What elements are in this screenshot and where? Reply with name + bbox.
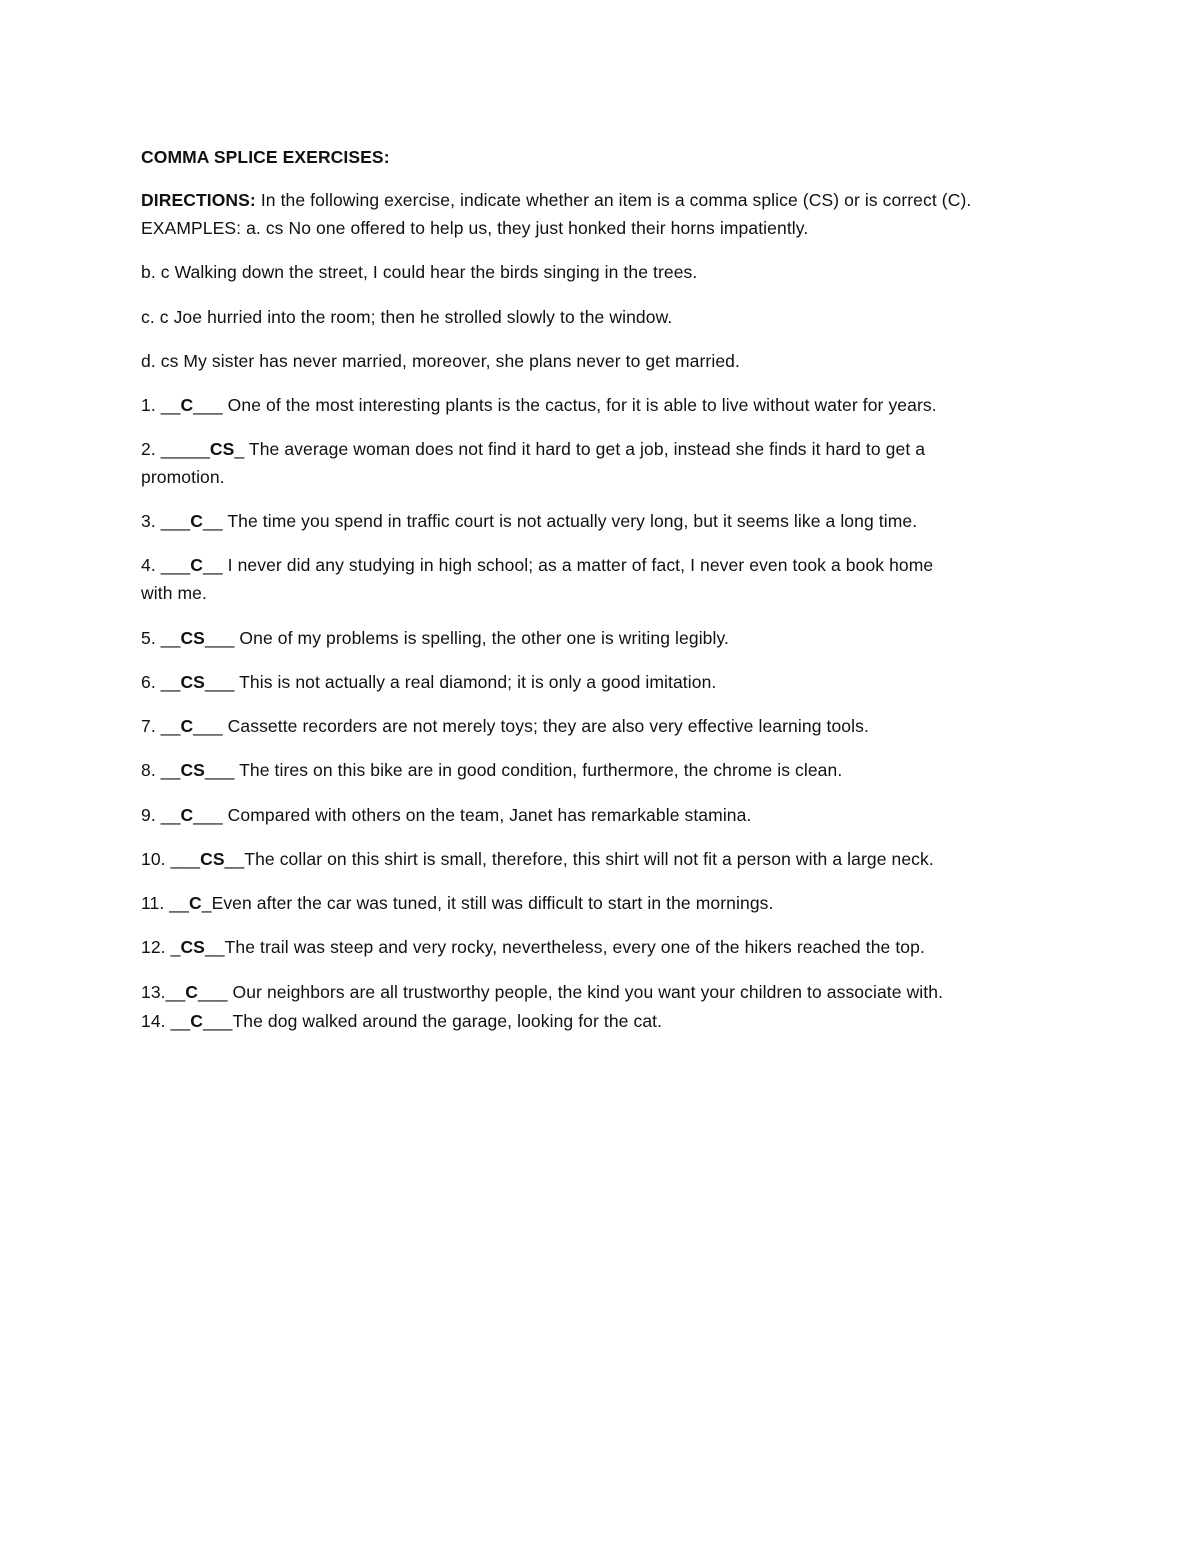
item-blank: ___ [203,1011,233,1031]
exercise-item-3 [141,507,1061,535]
item-answer: C [188,893,202,913]
exercise-item-12 [141,933,1061,961]
item-answer: CS [180,628,205,648]
item-text: The collar on this shirt is small, therefore, this shirt will not fit a person with a large neck. [244,849,934,869]
item-answer: C [180,805,194,825]
item-answer: C [190,555,204,575]
item-number: 4. ___ [141,555,191,575]
directions-text: In the following exercise, indicate whether an item is a comma splice (CS) or is correct (C). [255,190,972,210]
exercise-item-2 [141,435,1061,463]
exercise-item-4 [141,551,1061,579]
directions-label: DIRECTIONS: [141,190,256,210]
directions-paragraph [141,186,1061,214]
item-text: One of the most interesting plants is the cactus, for it is able to live without water for years. [222,395,937,415]
item-blank: ___ [193,716,223,736]
item-blank: __ [203,511,223,531]
item-number: 10. ___ [141,849,201,869]
item-text: The tires on this bike are in good condition, furthermore, the chrome is clean. [234,760,843,780]
item-number: 7. __ [141,716,181,736]
item-text: One of my problems is spelling, the other one is writing legibly. [234,628,730,648]
examples-intro: EXAMPLES: a. cs No one offered to help us, they just honked their horns impatiently. [141,218,809,238]
item-number: 14. __ [141,1011,191,1031]
item-text: The trail was steep and very rocky, nevertheless, every one of the hikers reached the top. [224,937,925,957]
item-number: 6. __ [141,672,181,692]
item-number: 9. __ [141,805,181,825]
item-text: Our neighbors are all trustworthy people, the kind you want your children to associate with. [227,982,944,1002]
item-number: 5. __ [141,628,181,648]
exercise-item-1 [141,391,1061,419]
item-answer: CS [180,760,205,780]
exercise-item-13 [141,978,1061,1006]
item-answer: CS [180,672,205,692]
item-text: Even after the car was tuned, it still was difficult to start in the mornings. [211,893,774,913]
item-answer: C [180,395,194,415]
exercise-item-7 [141,712,1061,740]
item-text: I never did any studying in high school; as a matter of fact, I never even took a book home [222,555,934,575]
item-number: 2. _____ [141,439,210,459]
item-blank: _ [234,439,245,459]
item-text: This is not actually a real diamond; it is only a good imitation. [234,672,717,692]
exercise-item-4-continued: with me. [141,583,207,603]
item-text: The average woman does not find it hard to get a job, instead she finds it hard to get a [244,439,926,459]
item-text: The dog walked around the garage, looking for the cat. [232,1011,663,1031]
item-blank: __ [203,555,223,575]
item-blank: _ [201,893,212,913]
item-blank: ___ [204,672,235,692]
exercise-item-14 [141,1007,1061,1035]
item-blank: __ [204,937,225,957]
item-number: 12. _ [141,937,181,957]
item-number: 8. __ [141,760,181,780]
item-blank: ___ [193,395,223,415]
item-answer: CS [180,937,205,957]
item-answer: C [190,1011,204,1031]
item-answer: CS [200,849,225,869]
item-answer: C [180,716,194,736]
exercise-item-5 [141,624,1061,652]
exercise-item-9 [141,801,1061,829]
item-blank: ___ [204,760,235,780]
example-b: b. c Walking down the street, I could hear the birds singing in the trees. [141,262,698,282]
item-blank: ___ [193,805,223,825]
exercise-item-11 [141,889,1061,917]
document-title: COMMA SPLICE EXERCISES: [141,147,390,167]
item-text: Compared with others on the team, Janet has remarkable stamina. [222,805,752,825]
item-number: 3. ___ [141,511,191,531]
item-number: 1. __ [141,395,181,415]
item-number: 13.__ [141,982,186,1002]
example-d: d. cs My sister has never married, moreover, she plans never to get married. [141,351,740,371]
exercise-item-8 [141,756,1061,784]
exercise-item-10 [141,845,1061,873]
item-answer: C [190,511,204,531]
item-answer: CS [209,439,235,459]
item-number: 11. __ [141,893,189,913]
item-blank: ___ [204,628,235,648]
example-c: c. c Joe hurried into the room; then he strolled slowly to the window. [141,307,673,327]
item-blank: ___ [198,982,228,1002]
item-answer: C [185,982,199,1002]
exercise-item-2-continued: promotion. [141,467,225,487]
item-text: Cassette recorders are not merely toys; they are also very effective learning tools. [222,716,869,736]
item-text: The time you spend in traffic court is not actually very long, but it seems like a long time. [222,511,918,531]
exercise-item-6 [141,668,1061,696]
item-blank: __ [224,849,245,869]
